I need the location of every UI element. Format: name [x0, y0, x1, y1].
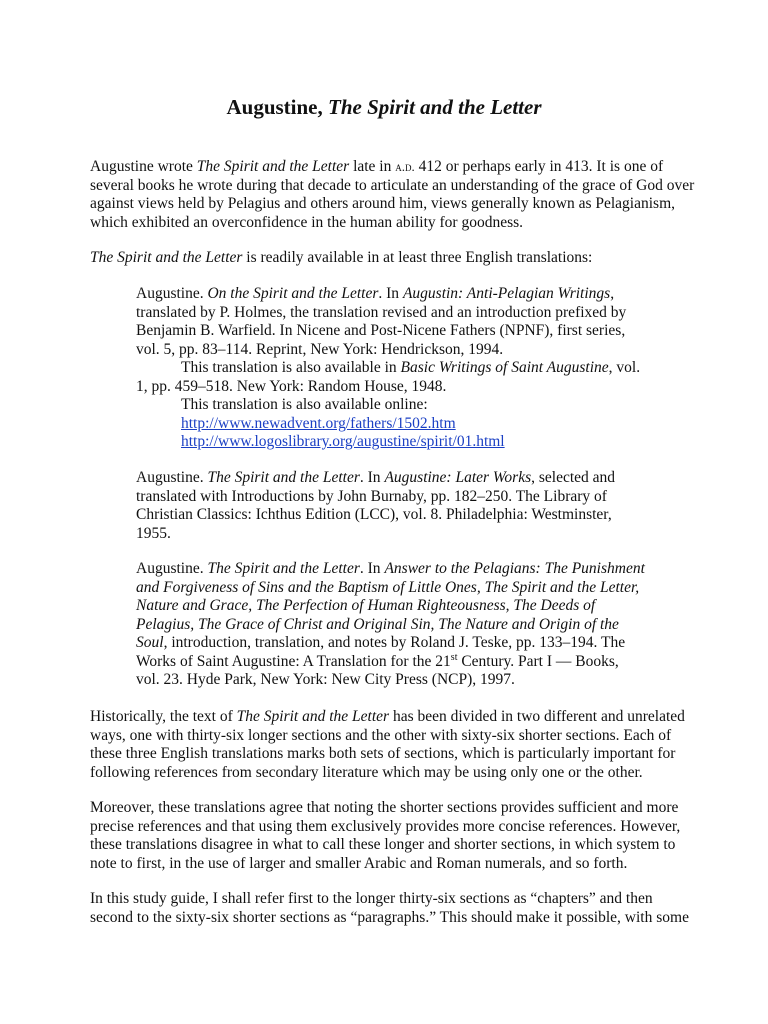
references-paragraph: Moreover, these translations agree that noting the shorter sections provides sufficient and more precise references and that using them exclusively provides more concise references. However, these translations disagree in what to call these longer and shorter sections, in which system to note to first, in the use of larger and smaller Arabic and Roman numerals, and so forth.: [90, 799, 681, 872]
intro-line-3: against views held by Pelagius and others around him, views generally known as Pelagianism,: [90, 195, 676, 212]
newadvent-link[interactable]: http://www.newadvent.org/fathers/1502.htm: [181, 414, 456, 432]
title-prefix: Augustine,: [226, 95, 328, 119]
intro-line-2: several books he wrote during that decade to articulate an understanding of the grace of God over: [90, 176, 695, 194]
intro-paragraph: [90, 158, 695, 232]
reference-npnf: Augustine. On the Spirit and the Letter. In Augustin: Anti-Pelagian Writings, translated by P. Holmes, the translation revised and an introduction prefixed by Benjamin B. Warfield. In Nicene and Post-Nicene Fathers (NPNF), first series, vol. 5, pp. 83–114. Reprint, New York: Hendrickson, 1994. This translation is also available in Basic Writings of Saint Augustine, vol. 1, pp. 459–518. New York: Random House, 1948. This translation is also available online: http://www.newadvent.org/fathers/1502.htm http://www.logoslibrary.org/augustine/spirit/01.html: [136, 285, 641, 450]
page-title: [0, 94, 768, 120]
intro-line-1: Augustine wrote The Spirit and the Letter late in a.d. 412 or perhaps early in 413. It is one of: [90, 158, 664, 175]
reference-ncp: Augustine. The Spirit and the Letter. In Answer to the Pelagians: The Punishment and Forgiveness of Sins and the Baptism of Little Ones, The Spirit and the Letter, Nature and Grace, The Perfection of Human Righteousness, The Deeds of Pelagius, The Grace of Christ and Original Sin, The Nature and Origin of the Soul, introduction, translation, and notes by Roland J. Teske, pp. 133–194. The Works of Saint Augustine: A Translation for the 21st Century. Part I — Books, vol. 23. Hyde Park, New York: New City Press (NCP), 1997.: [136, 560, 645, 688]
era-abbrev: a.d.: [395, 159, 415, 174]
reference-lcc: Augustine. The Spirit and the Letter. In Augustine: Later Works, selected and translated with Introductions by John Burnaby, pp. 182–250. The Library of Christian Classics: Ichthus Edition (LCC), vol. 8. Philadelphia: Westminster, 1955.: [136, 469, 616, 542]
sections-paragraph: Historically, the text of The Spirit and the Letter has been divided in two different and unrelated ways, one with thirty-six longer sections and the other with sixty-six shorter sections. Each of these three English translations marks both sets of sections, which is particularly important for following references from secondary literature which may be using only one or the other.: [90, 708, 685, 781]
logoslibrary-link[interactable]: http://www.logoslibrary.org/augustine/spirit/01.html: [181, 433, 505, 450]
translations-intro: The Spirit and the Letter is readily available in at least three English translations:: [90, 249, 593, 266]
title-work: The Spirit and the Letter: [328, 95, 542, 119]
intro-line-4: which exhibited an overconfidence in the human ability for goodness.: [90, 213, 524, 231]
study-guide-paragraph: In this study guide, I shall refer first to the longer thirty-six sections as “chapters” and then second to the sixty-six shorter sections as “paragraphs.” This should make it possible, with some: [90, 890, 689, 926]
